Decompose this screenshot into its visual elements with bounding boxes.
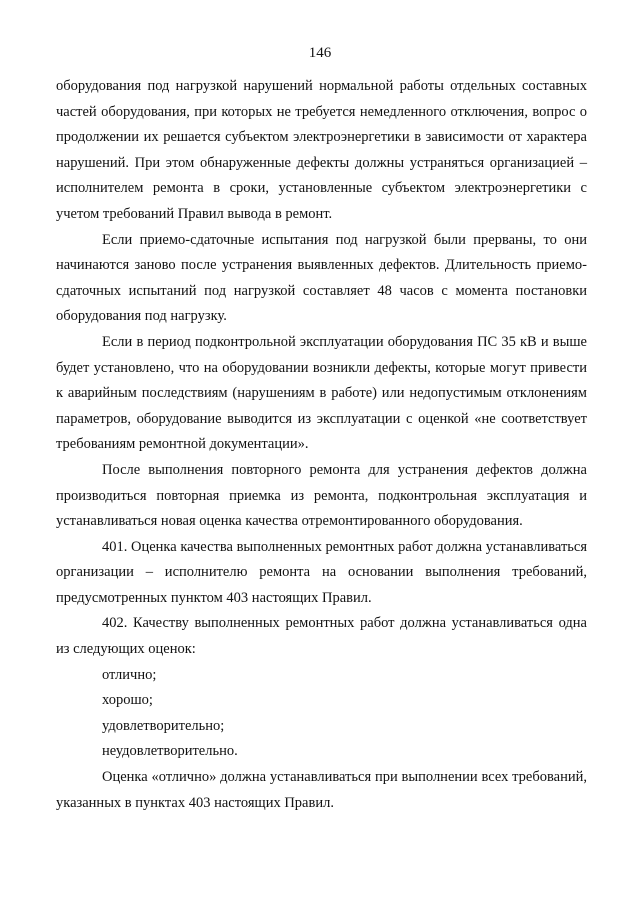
rating-list [56,663,587,765]
rating-excellent: отлично; [102,666,157,683]
rating-good: хорошо; [102,692,153,709]
paragraph-clause-401: 401. Оценка качества выполненных ремонтных работ должна устанавливаться организации – исполнителю ремонта на основании выполнения требований, предусмотренных пунктом 403 настоящих Правил. [56,538,587,606]
document-body [56,74,587,816]
paragraph-equipment-faults: оборудования под нагрузкой нарушений нормальной работы отдельных составных частей оборудования, при которых не требуется немедленного отключения, вопрос о продолжении их решается субъектом электроэнергетики в зависимости от характера нарушений. При этом обнаруженные дефекты должны устраняться организацией – исполнителем ремонта в сроки, установленные субъектом электроэнергетики с учетом требований Правил вывода в ремонт. [56,78,587,222]
paragraph-excellent-criteria: Оценка «отлично» должна устанавливаться при выполнении всех требований, указанных в пунктах 403 настоящих Правил. [56,769,587,811]
paragraph-controlled-operation: Если в период подконтрольной эксплуатации оборудования ПС 35 кВ и выше будет установлено, что на оборудовании возникли дефекты, которые могут привести к аварийным последствиям (нарушениям в работе) или недопустимым отклонениям параметров, оборудование выводится из эксплуатации с оценкой «не соответствует требованиям ремонтной документации». [56,333,587,453]
paragraph-clause-402: 402. Качеству выполненных ремонтных работ должна устанавливаться одна из следующих оценок: [56,615,587,658]
rating-unsatisfactory: неудовлетворительно. [102,743,238,760]
paragraph-repeat-repair: После выполнения повторного ремонта для устранения дефектов должна производиться повторная приемка из ремонта, подконтрольная эксплуатация и устанавливаться новая оценка качества отремонтированного оборудования. [56,461,587,530]
paragraph-acceptance-tests: Если приемо-сдаточные испытания под нагрузкой были прерваны, то они начинаются заново после устранения выявленных дефектов. Длительность приемо-сдаточных испытаний под нагрузкой составляет 48 часов с момента постановки оборудования под нагрузку. [56,231,587,325]
rating-satisfactory: удовлетворительно; [102,717,225,734]
page-number: 146 [308,45,332,61]
